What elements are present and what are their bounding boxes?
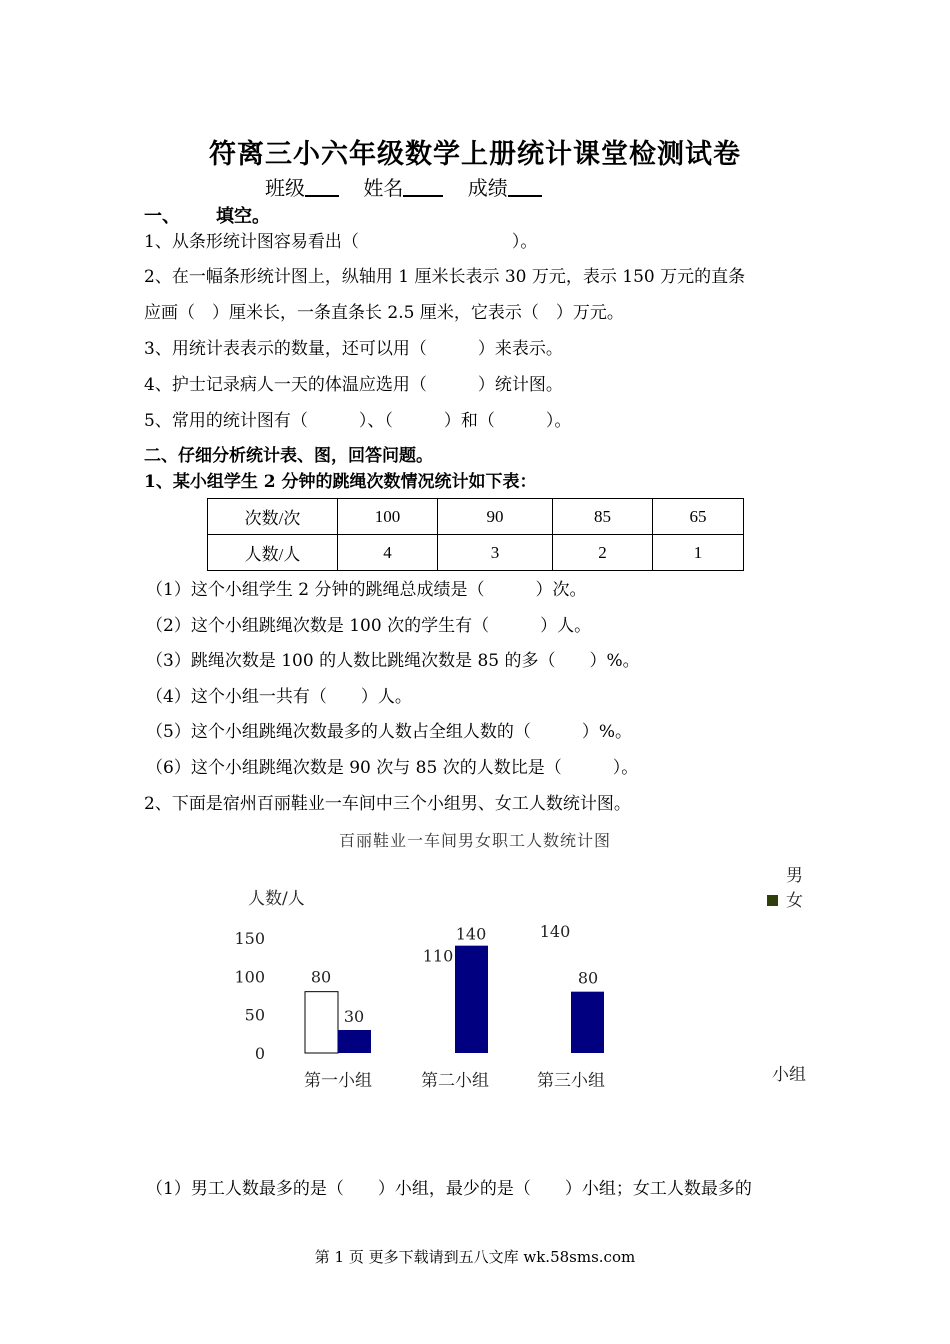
question-1-2a: 2、在一幅条形统计图上，纵轴用 1 厘米长表示 30 万元，表示 150 万元的直条 bbox=[144, 267, 746, 287]
score-label: 成绩 bbox=[467, 176, 508, 200]
section1-heading: 一、 填空。 bbox=[144, 206, 270, 227]
x-axis-label: 小组 bbox=[772, 1065, 806, 1085]
class-blank bbox=[305, 177, 339, 197]
category-label: 第三小组 bbox=[537, 1071, 605, 1091]
chart-title: 百丽鞋业一车间男女职工人数统计图 bbox=[338, 831, 611, 850]
sub-question-4: （4）这个小组一共有（ ）人。 bbox=[146, 687, 412, 707]
category-label: 第二小组 bbox=[421, 1071, 489, 1091]
sub-question-1: （1）这个小组学生 2 分钟的跳绳总成绩是（ ）次。 bbox=[146, 580, 587, 600]
sub-question-5: （5）这个小组跳绳次数最多的人数占全组人数的（ ）%。 bbox=[146, 722, 632, 742]
class-label: 班级 bbox=[265, 176, 305, 200]
section2-heading: 二、仔细分析统计表、图，回答问题。 bbox=[144, 446, 433, 466]
table-cell: 90 bbox=[438, 499, 553, 535]
question-2-2-heading: 2、下面是宿州百丽鞋业一车间中三个小组男、女工人数统计图。 bbox=[144, 794, 631, 814]
question-1-2b: 应画（ ）厘米长，一条直条长 2.5 厘米，它表示（ ）万元。 bbox=[144, 303, 624, 323]
name-label: 姓名 bbox=[363, 176, 404, 200]
page-title: 符离三小六年级数学上册统计课堂检测试卷 bbox=[209, 139, 741, 170]
y-axis-label: 人数/人 bbox=[248, 889, 305, 909]
question-1-3: 3、用统计表表示的数量，还可以用（ ）来表示。 bbox=[144, 339, 563, 359]
bar bbox=[455, 946, 488, 1053]
question-2-1-heading: 1、某小组学生 2 分钟的跳绳次数情况统计如下表： bbox=[144, 472, 537, 492]
question-1-4: 4、护士记录病人一天的体温应选用（ ）统计图。 bbox=[144, 375, 563, 395]
legend-marker bbox=[767, 895, 778, 906]
sub-question-3: （3）跳绳次数是 100 的人数比跳绳次数是 85 的多（ ）%。 bbox=[146, 651, 640, 671]
data-label: 30 bbox=[343, 1007, 365, 1026]
score-blank bbox=[508, 177, 542, 197]
question-1-1: 1、从条形统计图容易看出（ ）。 bbox=[144, 232, 538, 252]
table-cell: 4 bbox=[338, 535, 438, 571]
bar-chart bbox=[0, 860, 950, 1120]
name-blank bbox=[403, 177, 443, 197]
sub-question-2-1: （1）男工人数最多的是（ ）小组，最少的是（ ）小组；女工人数最多的 bbox=[146, 1179, 752, 1199]
page-footer: 第 1 页 更多下载请到五八文库 wk.58sms.com bbox=[314, 1248, 636, 1266]
question-1-5: 5、常用的统计图有（ ）、（ ）和（ ）。 bbox=[144, 411, 572, 431]
category-label: 第一小组 bbox=[304, 1071, 372, 1091]
y-tick-label: 50 bbox=[244, 1005, 265, 1025]
table-cell: 人数/人 bbox=[208, 535, 338, 571]
data-label: 140 bbox=[455, 924, 487, 944]
table-cell: 3 bbox=[438, 535, 553, 571]
y-tick-label: 0 bbox=[254, 1044, 265, 1063]
bar bbox=[305, 992, 338, 1053]
sub-question-2: （2）这个小组跳绳次数是 100 次的学生有（ ）人。 bbox=[146, 616, 592, 636]
y-tick-label: 150 bbox=[234, 929, 265, 948]
table-cell: 次数/次 bbox=[208, 499, 338, 535]
table-cell: 100 bbox=[338, 499, 438, 535]
table-cell: 1 bbox=[653, 535, 744, 571]
legend-female: 女 bbox=[786, 891, 803, 911]
data-label: 140 bbox=[539, 922, 571, 941]
jump-rope-table bbox=[207, 498, 744, 571]
table-cell: 85 bbox=[553, 499, 653, 535]
bar bbox=[571, 992, 604, 1053]
table-row bbox=[208, 535, 744, 571]
legend-male: 男 bbox=[786, 866, 803, 886]
data-label: 80 bbox=[577, 968, 599, 988]
data-label: 80 bbox=[310, 967, 332, 987]
bar bbox=[338, 1030, 371, 1053]
table-row bbox=[208, 499, 744, 535]
y-tick-label: 100 bbox=[234, 967, 265, 987]
table-cell: 65 bbox=[653, 499, 744, 535]
table-cell: 2 bbox=[553, 535, 653, 571]
sub-question-6: （6）这个小组跳绳次数是 90 次与 85 次的人数比是（ ）。 bbox=[146, 758, 639, 778]
data-label: 110 bbox=[422, 946, 454, 966]
student-info bbox=[265, 172, 560, 201]
